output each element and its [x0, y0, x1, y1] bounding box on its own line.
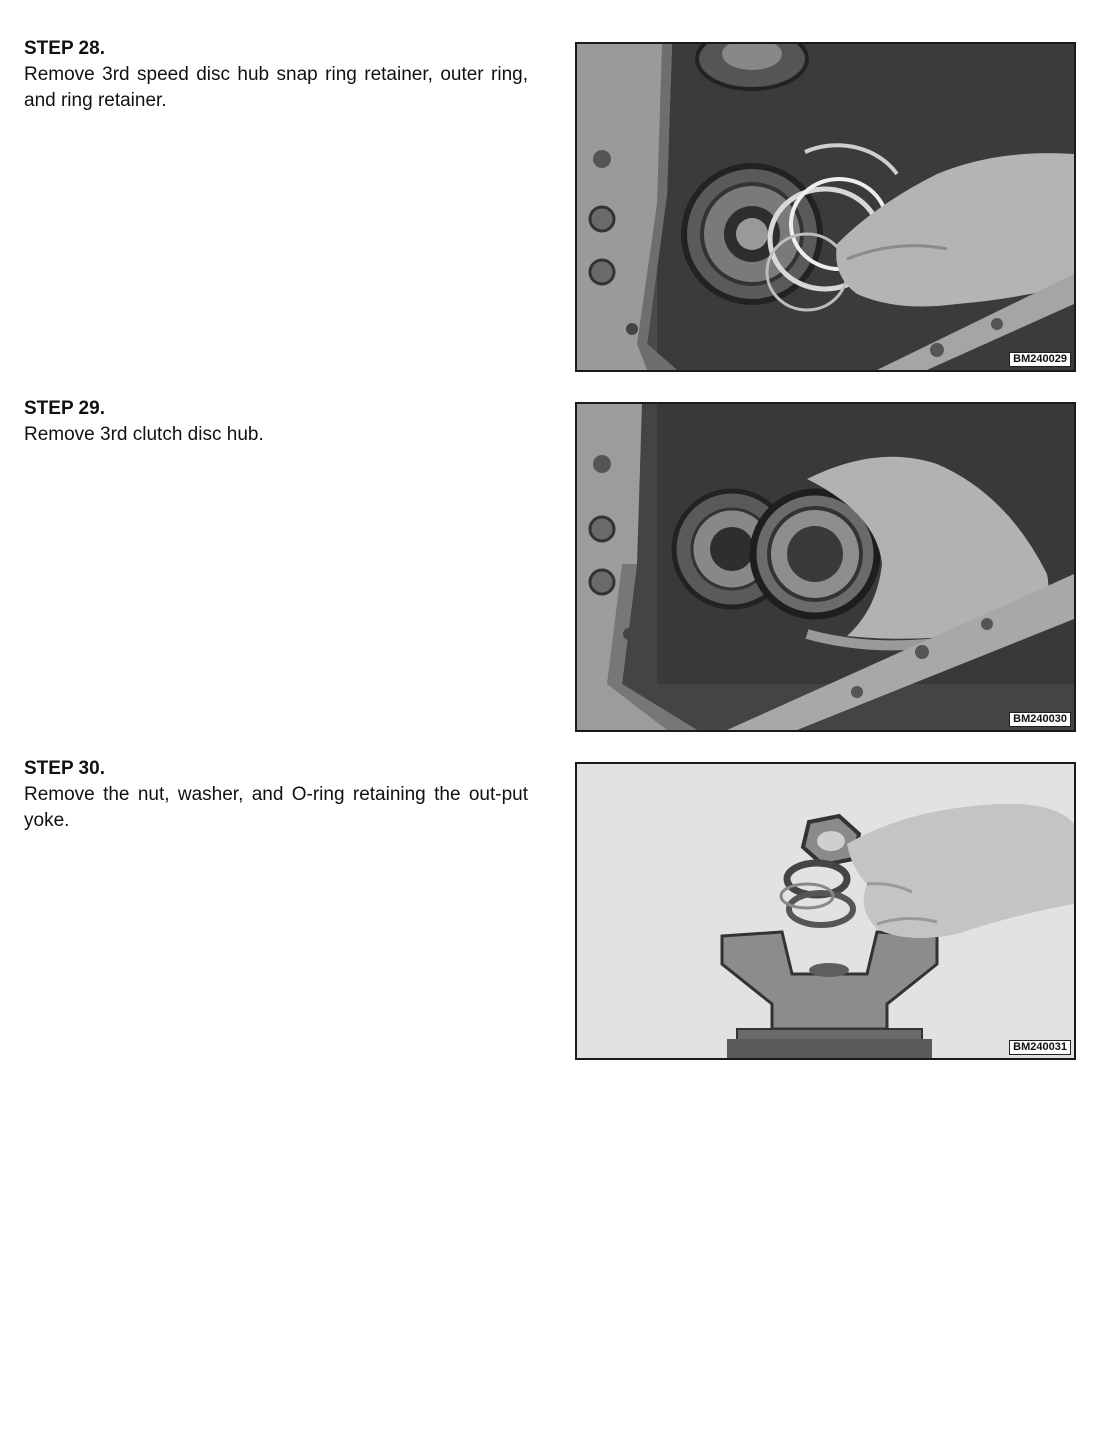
step-30 [24, 756, 528, 834]
figure-step-30-photo [575, 762, 1076, 1060]
step-29 [24, 396, 528, 448]
step-title: STEP 28. [24, 38, 105, 59]
figure-label: BM240029 [1009, 352, 1071, 367]
step-title: STEP 30. [24, 758, 105, 779]
clutch-disc-hub-removal-illustration [577, 404, 1074, 730]
figure-step-29-photo [575, 402, 1076, 732]
figure-label: BM240031 [1009, 1040, 1071, 1055]
step-title: STEP 29. [24, 398, 105, 419]
figure-step-28-photo [575, 42, 1076, 372]
step-instruction: Remove the nut, washer, and O-ring retaining the out-put yoke. [24, 784, 528, 831]
output-yoke-nut-removal-illustration [577, 764, 1074, 1058]
step-28 [24, 36, 528, 114]
snap-ring-removal-illustration [577, 44, 1074, 370]
figure-label: BM240030 [1009, 712, 1071, 727]
step-instruction: Remove 3rd speed disc hub snap ring retainer, outer ring, and ring retainer. [24, 64, 528, 111]
step-instruction: Remove 3rd clutch disc hub. [24, 424, 264, 445]
